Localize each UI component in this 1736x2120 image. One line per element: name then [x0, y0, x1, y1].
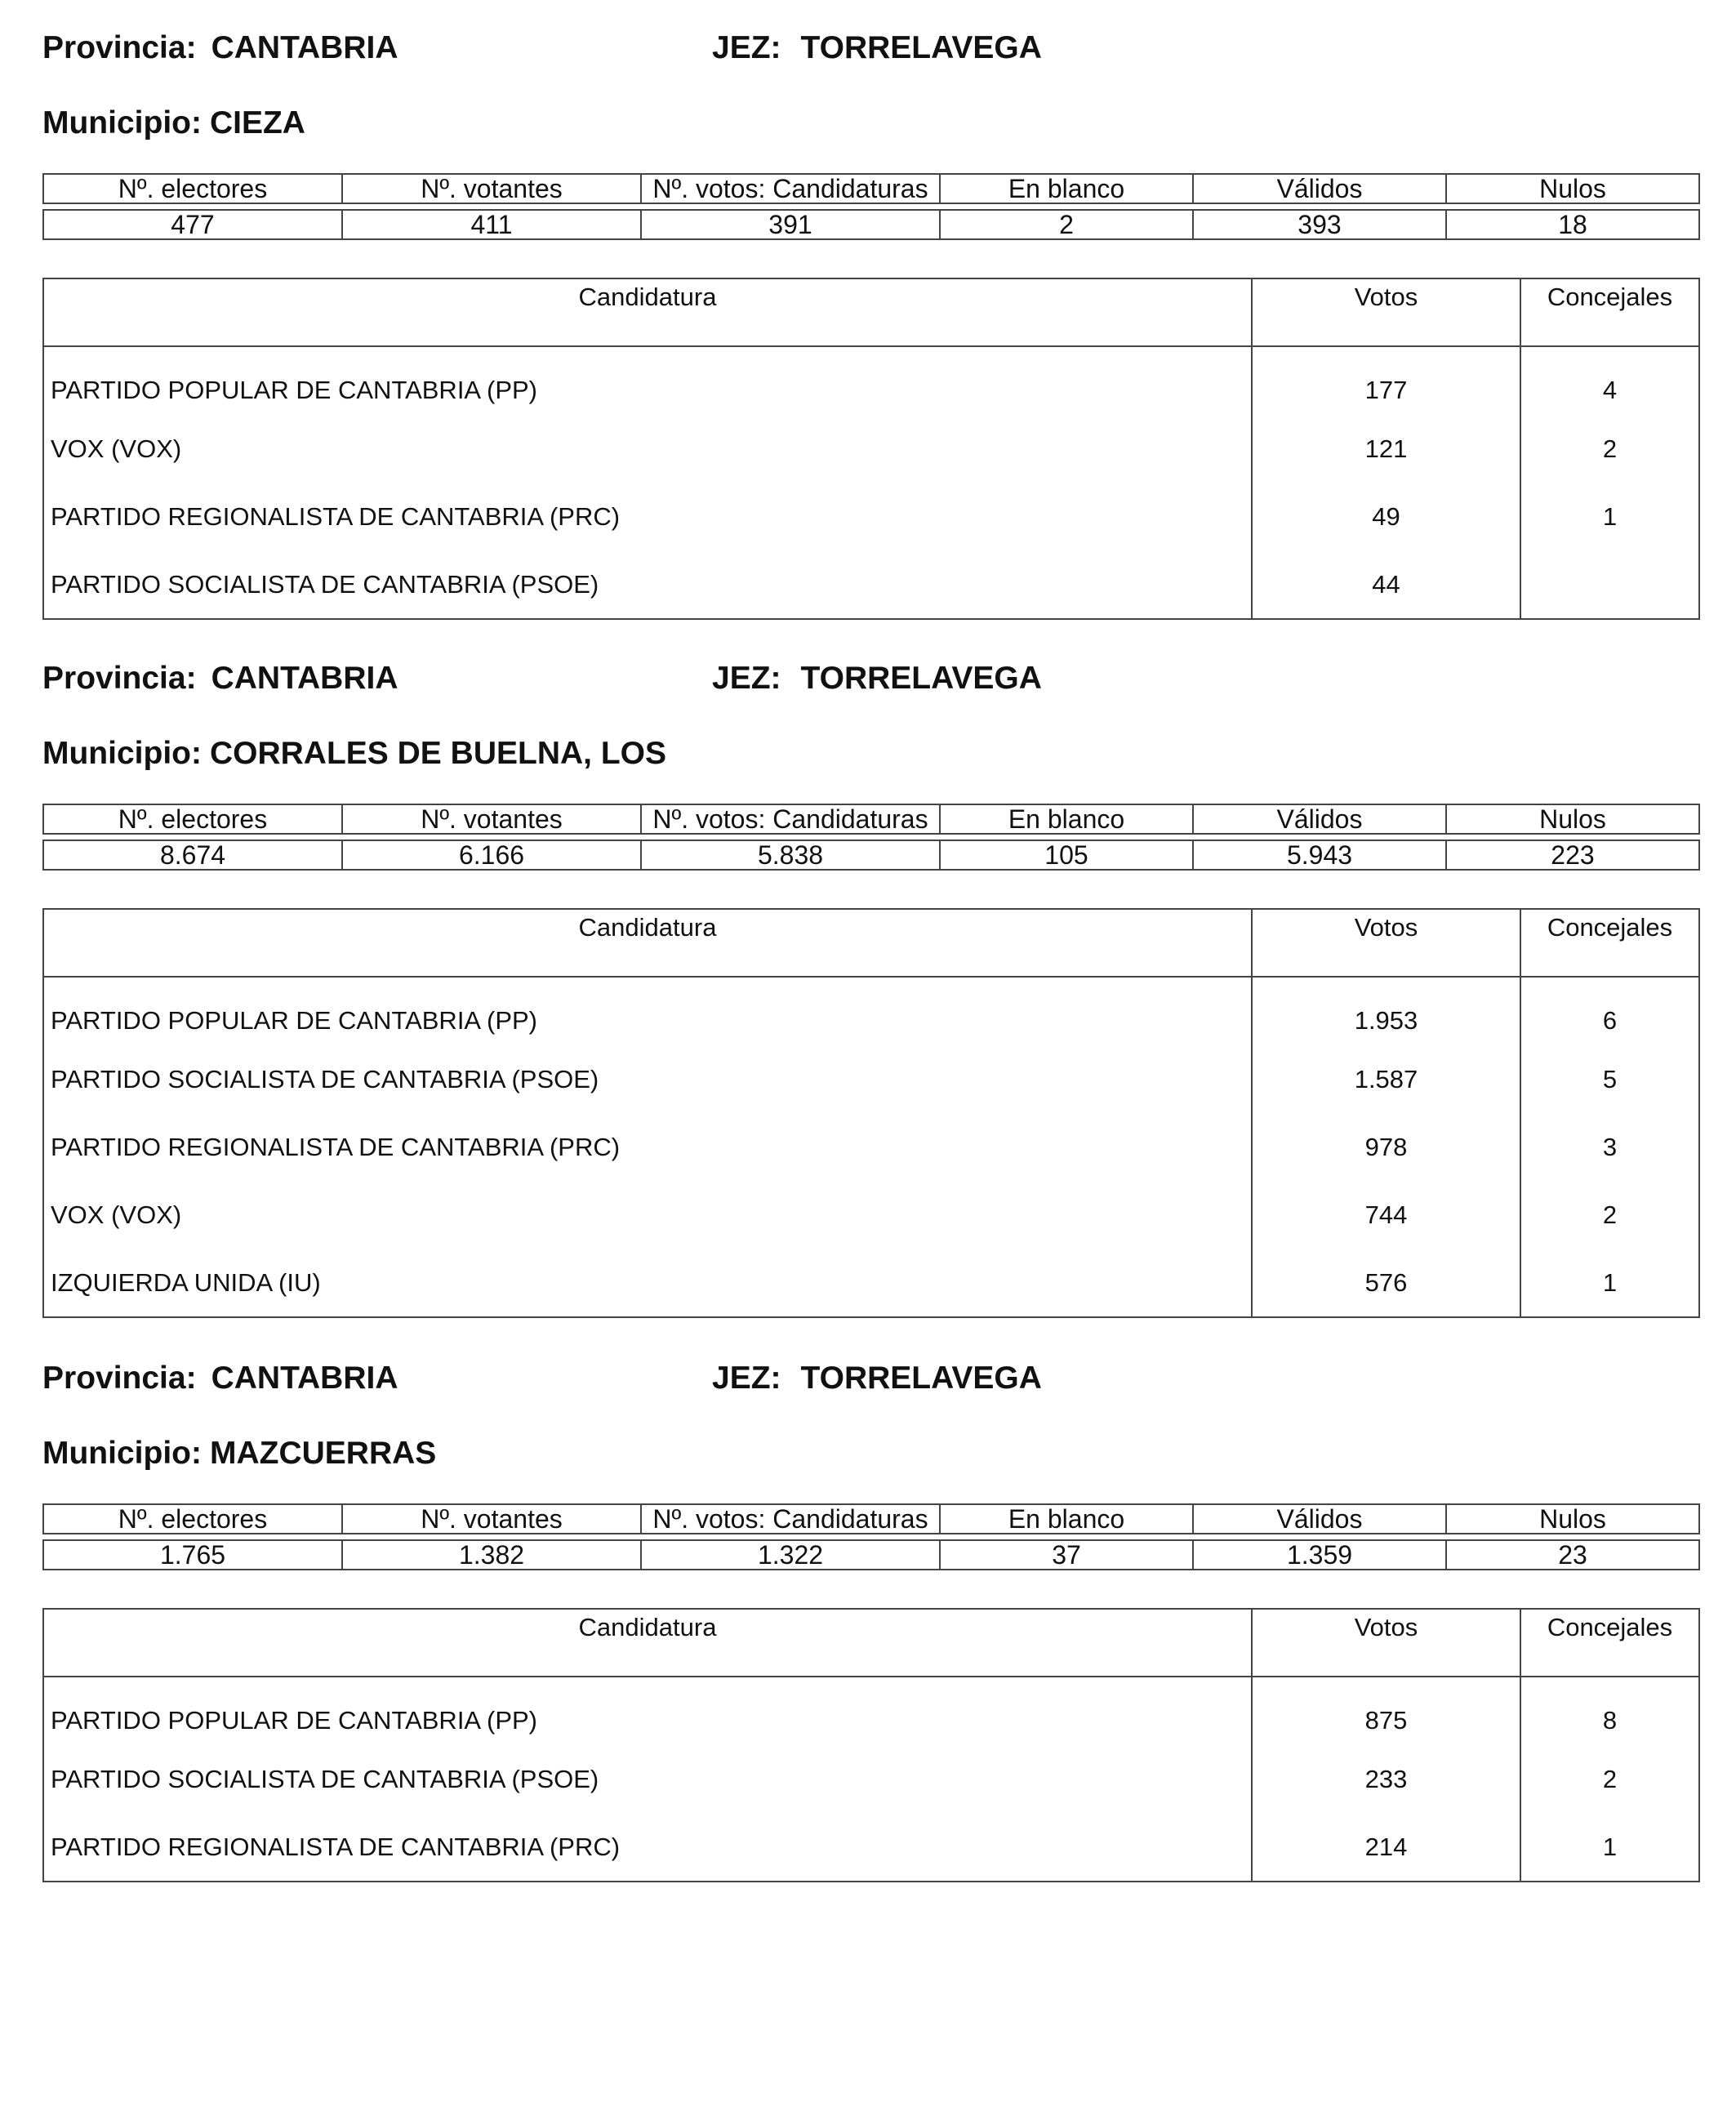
jez-value: TORRELAVEGA	[800, 30, 1042, 65]
summary-header-cell: Nº. electores	[43, 804, 342, 834]
party-name: IZQUIERDA UNIDA (IU)	[43, 1249, 1252, 1317]
summary-header-cell: Nulos	[1446, 1504, 1699, 1534]
results-row	[43, 483, 1699, 550]
jez-label: JEZ:	[712, 30, 781, 65]
results-table	[42, 1608, 1700, 1882]
results-row	[43, 977, 1699, 1045]
summary-value-cell: 18	[1446, 210, 1699, 239]
party-concejales: 8	[1520, 1677, 1699, 1745]
summary-value-row	[43, 1540, 1699, 1570]
jez-line	[712, 1360, 1042, 1397]
results-row	[43, 1045, 1699, 1113]
party-concejales	[1520, 550, 1699, 619]
summary-value-row	[43, 210, 1699, 239]
party-votos: 177	[1252, 346, 1520, 415]
party-name: PARTIDO REGIONALISTA DE CANTABRIA (PRC)	[43, 1113, 1252, 1181]
concejales-header: Concejales	[1520, 1609, 1699, 1677]
candidatura-header: Candidatura	[43, 1609, 1252, 1677]
party-name: VOX (VOX)	[43, 1181, 1252, 1249]
municipio-label: Municipio:	[42, 1436, 202, 1471]
jez-label: JEZ:	[712, 661, 781, 696]
municipio-line	[42, 1435, 436, 1472]
results-table	[42, 908, 1700, 1318]
party-concejales: 2	[1520, 415, 1699, 483]
party-concejales: 2	[1520, 1181, 1699, 1249]
summary-value-cell: 391	[641, 210, 940, 239]
party-votos: 44	[1252, 550, 1520, 619]
summary-value-cell: 8.674	[43, 840, 342, 870]
party-name: PARTIDO SOCIALISTA DE CANTABRIA (PSOE)	[43, 550, 1252, 619]
party-concejales: 6	[1520, 977, 1699, 1045]
municipio-label: Municipio:	[42, 105, 202, 140]
summary-header-cell: Nº. electores	[43, 1504, 342, 1534]
party-votos: 49	[1252, 483, 1520, 550]
summary-spacer	[43, 203, 1699, 210]
results-header-row	[43, 278, 1699, 346]
summary-value-cell: 411	[342, 210, 641, 239]
summary-header-cell: En blanco	[940, 174, 1193, 203]
summary-header-row	[43, 804, 1699, 834]
summary-value-cell: 105	[940, 840, 1193, 870]
summary-spacer	[43, 1534, 1699, 1540]
party-name: PARTIDO SOCIALISTA DE CANTABRIA (PSOE)	[43, 1745, 1252, 1813]
provincia-line	[42, 29, 398, 67]
summary-header-cell: Válidos	[1193, 174, 1446, 203]
results-header-row	[43, 909, 1699, 977]
party-votos: 744	[1252, 1181, 1520, 1249]
votos-header: Votos	[1252, 1609, 1520, 1677]
party-name: PARTIDO SOCIALISTA DE CANTABRIA (PSOE)	[43, 1045, 1252, 1113]
votos-header: Votos	[1252, 278, 1520, 346]
provincia-line	[42, 1360, 398, 1397]
party-votos: 576	[1252, 1249, 1520, 1317]
results-row	[43, 1813, 1699, 1882]
provincia-line	[42, 660, 398, 697]
summary-header-cell: En blanco	[940, 804, 1193, 834]
summary-header-cell: Nº. votos: Candidaturas	[641, 174, 940, 203]
summary-header-cell: Nº. votantes	[342, 1504, 641, 1534]
summary-value-cell: 37	[940, 1540, 1193, 1570]
summary-value-cell: 1.322	[641, 1540, 940, 1570]
summary-header-cell: Nº. votantes	[342, 174, 641, 203]
party-votos: 233	[1252, 1745, 1520, 1813]
party-concejales: 1	[1520, 1249, 1699, 1317]
results-header-row	[43, 1609, 1699, 1677]
party-concejales: 2	[1520, 1745, 1699, 1813]
summary-value-cell: 23	[1446, 1540, 1699, 1570]
summary-value-cell: 6.166	[342, 840, 641, 870]
party-name: PARTIDO REGIONALISTA DE CANTABRIA (PRC)	[43, 1813, 1252, 1882]
party-name: PARTIDO POPULAR DE CANTABRIA (PP)	[43, 1677, 1252, 1745]
results-row	[43, 1181, 1699, 1249]
candidatura-header: Candidatura	[43, 278, 1252, 346]
party-name: PARTIDO POPULAR DE CANTABRIA (PP)	[43, 346, 1252, 415]
party-votos: 875	[1252, 1677, 1520, 1745]
results-row	[43, 1113, 1699, 1181]
results-row	[43, 415, 1699, 483]
summary-header-cell: Válidos	[1193, 1504, 1446, 1534]
summary-value-cell: 393	[1193, 210, 1446, 239]
results-row	[43, 1745, 1699, 1813]
jez-label: JEZ:	[712, 1361, 781, 1396]
party-concejales: 5	[1520, 1045, 1699, 1113]
provincia-value: CANTABRIA	[211, 30, 398, 65]
summary-table	[42, 1503, 1700, 1570]
party-concejales: 1	[1520, 1813, 1699, 1882]
concejales-header: Concejales	[1520, 278, 1699, 346]
provincia-label: Provincia:	[42, 661, 197, 696]
summary-value-cell: 5.838	[641, 840, 940, 870]
summary-header-cell: Nº. votantes	[342, 804, 641, 834]
municipio-line	[42, 105, 305, 142]
summary-header-cell: Nº. votos: Candidaturas	[641, 1504, 940, 1534]
summary-header-cell: Nº. votos: Candidaturas	[641, 804, 940, 834]
party-votos: 214	[1252, 1813, 1520, 1882]
summary-header-cell: Válidos	[1193, 804, 1446, 834]
summary-value-cell: 5.943	[1193, 840, 1446, 870]
summary-value-cell: 1.359	[1193, 1540, 1446, 1570]
summary-value-cell: 1.382	[342, 1540, 641, 1570]
summary-header-cell: En blanco	[940, 1504, 1193, 1534]
municipio-value: MAZCUERRAS	[209, 1436, 437, 1471]
jez-line	[712, 660, 1042, 697]
party-name: PARTIDO POPULAR DE CANTABRIA (PP)	[43, 977, 1252, 1045]
party-votos: 1.953	[1252, 977, 1520, 1045]
municipio-line	[42, 735, 666, 773]
municipio-value: CIEZA	[209, 105, 305, 140]
summary-header-cell: Nulos	[1446, 804, 1699, 834]
provincia-value: CANTABRIA	[211, 661, 398, 696]
concejales-header: Concejales	[1520, 909, 1699, 977]
summary-table	[42, 804, 1700, 871]
summary-header-cell: Nº. electores	[43, 174, 342, 203]
municipio-value: CORRALES DE BUELNA, LOS	[209, 736, 666, 771]
results-row	[43, 550, 1699, 619]
party-concejales: 3	[1520, 1113, 1699, 1181]
results-row	[43, 1249, 1699, 1317]
jez-value: TORRELAVEGA	[800, 1361, 1042, 1396]
summary-spacer	[43, 834, 1699, 840]
party-votos: 1.587	[1252, 1045, 1520, 1113]
provincia-value: CANTABRIA	[211, 1361, 398, 1396]
provincia-label: Provincia:	[42, 30, 197, 65]
summary-value-cell: 223	[1446, 840, 1699, 870]
jez-line	[712, 29, 1042, 67]
summary-value-row	[43, 840, 1699, 870]
summary-value-cell: 2	[940, 210, 1193, 239]
results-table	[42, 278, 1700, 620]
summary-table	[42, 173, 1700, 240]
candidatura-header: Candidatura	[43, 909, 1252, 977]
party-votos: 121	[1252, 415, 1520, 483]
summary-value-cell: 1.765	[43, 1540, 342, 1570]
results-row	[43, 1677, 1699, 1745]
jez-value: TORRELAVEGA	[800, 661, 1042, 696]
party-concejales: 1	[1520, 483, 1699, 550]
provincia-label: Provincia:	[42, 1361, 197, 1396]
party-concejales: 4	[1520, 346, 1699, 415]
summary-value-cell: 477	[43, 210, 342, 239]
summary-header-row	[43, 174, 1699, 203]
summary-header-row	[43, 1504, 1699, 1534]
party-votos: 978	[1252, 1113, 1520, 1181]
votos-header: Votos	[1252, 909, 1520, 977]
party-name: VOX (VOX)	[43, 415, 1252, 483]
summary-header-cell: Nulos	[1446, 174, 1699, 203]
municipio-label: Municipio:	[42, 736, 202, 771]
results-row	[43, 346, 1699, 415]
party-name: PARTIDO REGIONALISTA DE CANTABRIA (PRC)	[43, 483, 1252, 550]
